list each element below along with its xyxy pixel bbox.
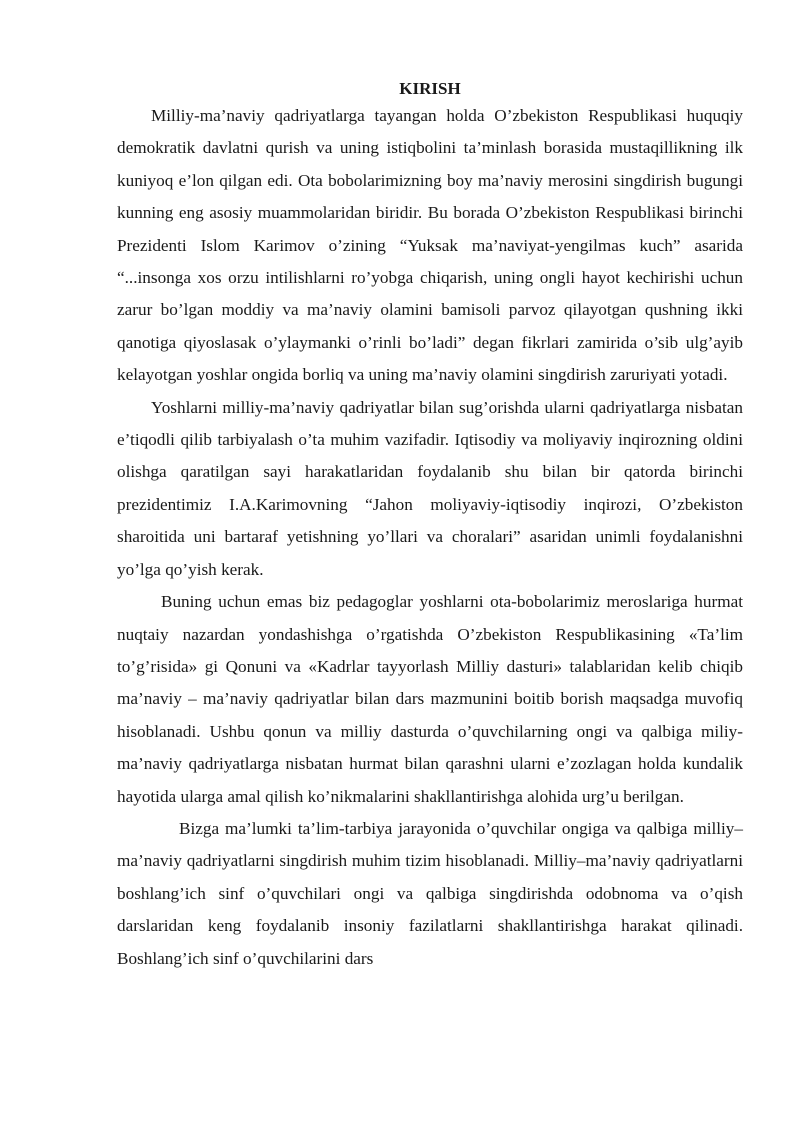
paragraph-3: Buning uchun emas biz pedagoglar yoshlarni ota-bobolarimiz meroslariga hurmat nuqtaiy nazardan yondashishga o’rgatishda O’zbekiston Respublikasining «Ta’lim to’g’risida» gi Qonuni va «Kadrlar tayyorlash Milliy dasturi» talablaridan kelib chiqib ma’naviy – ma’naviy qadriyatlar bilan dars mazmunini boitib borish maqsadga muvofiq hisoblanadi. Ushbu qonun va milliy dasturda o’quvchilarning ongi va qalbiga miliy-ma’naviy qadriyatlarga nisbatan hurmat bilan qarashni ularni e’zozlagan holda kundalik hayotida ularga amal qilish ko’nikmalarini shakllantirishga alohida urg’u berilgan. bbox=[117, 592, 743, 806]
paragraph-1: Milliy-ma’naviy qadriyatlarga tayangan holda O’zbekiston Respublikasi huquqiy demokratik davlatni qurish va uning istiqbolini ta’minlash borasida mustaqillikning ilk kuniyoq e’lon qilgan edi. Ota bobolarimizning boy ma’naviy merosini singdirish bugungi kunning eng asosiy muammolaridan biridir. Bu borada O’zbekiston Respublikasi birinchi Prezidenti Islom Karimov o’zining “Yuksak ma’naviyat-yengilmas kuch” asarida “...insonga xos orzu intilishlarni ro’yobga chiqarish, uning ongli hayot kechirishi uchun zarur bo’lgan moddiy va ma’naviy olamini bamisoli parvoz qilayotgan qushning ikki qanotiga qiyoslasak o’ylaymanki o’rinli bo’ladi” degan fikrlari zamirida o’sib ulg’ayib kelayotgan yoshlar ongida borliq va uning ma’naviy olamini singdirish zaruriyati yotadi. bbox=[117, 106, 743, 385]
paragraph-2: Yoshlarni milliy-ma’naviy qadriyatlar bilan sug’orishda ularni qadriyatlarga nisbatan e’tiqodli qilib tarbiyalash o’ta muhim vazifadir. Iqtisodiy va moliyaviy inqirozning oldini olishga qaratilgan sayi harakatlaridan foydalanib shu bilan bir qatorda birinchi prezidentimiz I.A.Karimovning “Jahon moliyaviy-iqtisodiy inqirozi, O’zbekiston sharoitida uni bartaraf yetishning yo’llari va choralari” asaridan unimli foydalanishni yo’lga qo’yish kerak. bbox=[117, 397, 743, 579]
document-body bbox=[117, 74, 743, 975]
paragraph-4: Bizga ma’lumki ta’lim-tarbiya jarayonida o’quvchilar ongiga va qalbiga milliy–ma’naviy qadriyatlarni singdirish muhim tizim hisoblanadi. Milliy–ma’naviy qadriyatlarni boshlang’ich sinf o’quvchilari ongi va qalbiga singdirishda odobnoma va o’qish darslaridan keng foydalanib insoniy fazilatlarni shakllantirishga harakat qilinadi. Boshlang’ich sinf o’quvchilarini dars bbox=[117, 818, 743, 968]
document-title: KIRISH bbox=[399, 79, 461, 98]
